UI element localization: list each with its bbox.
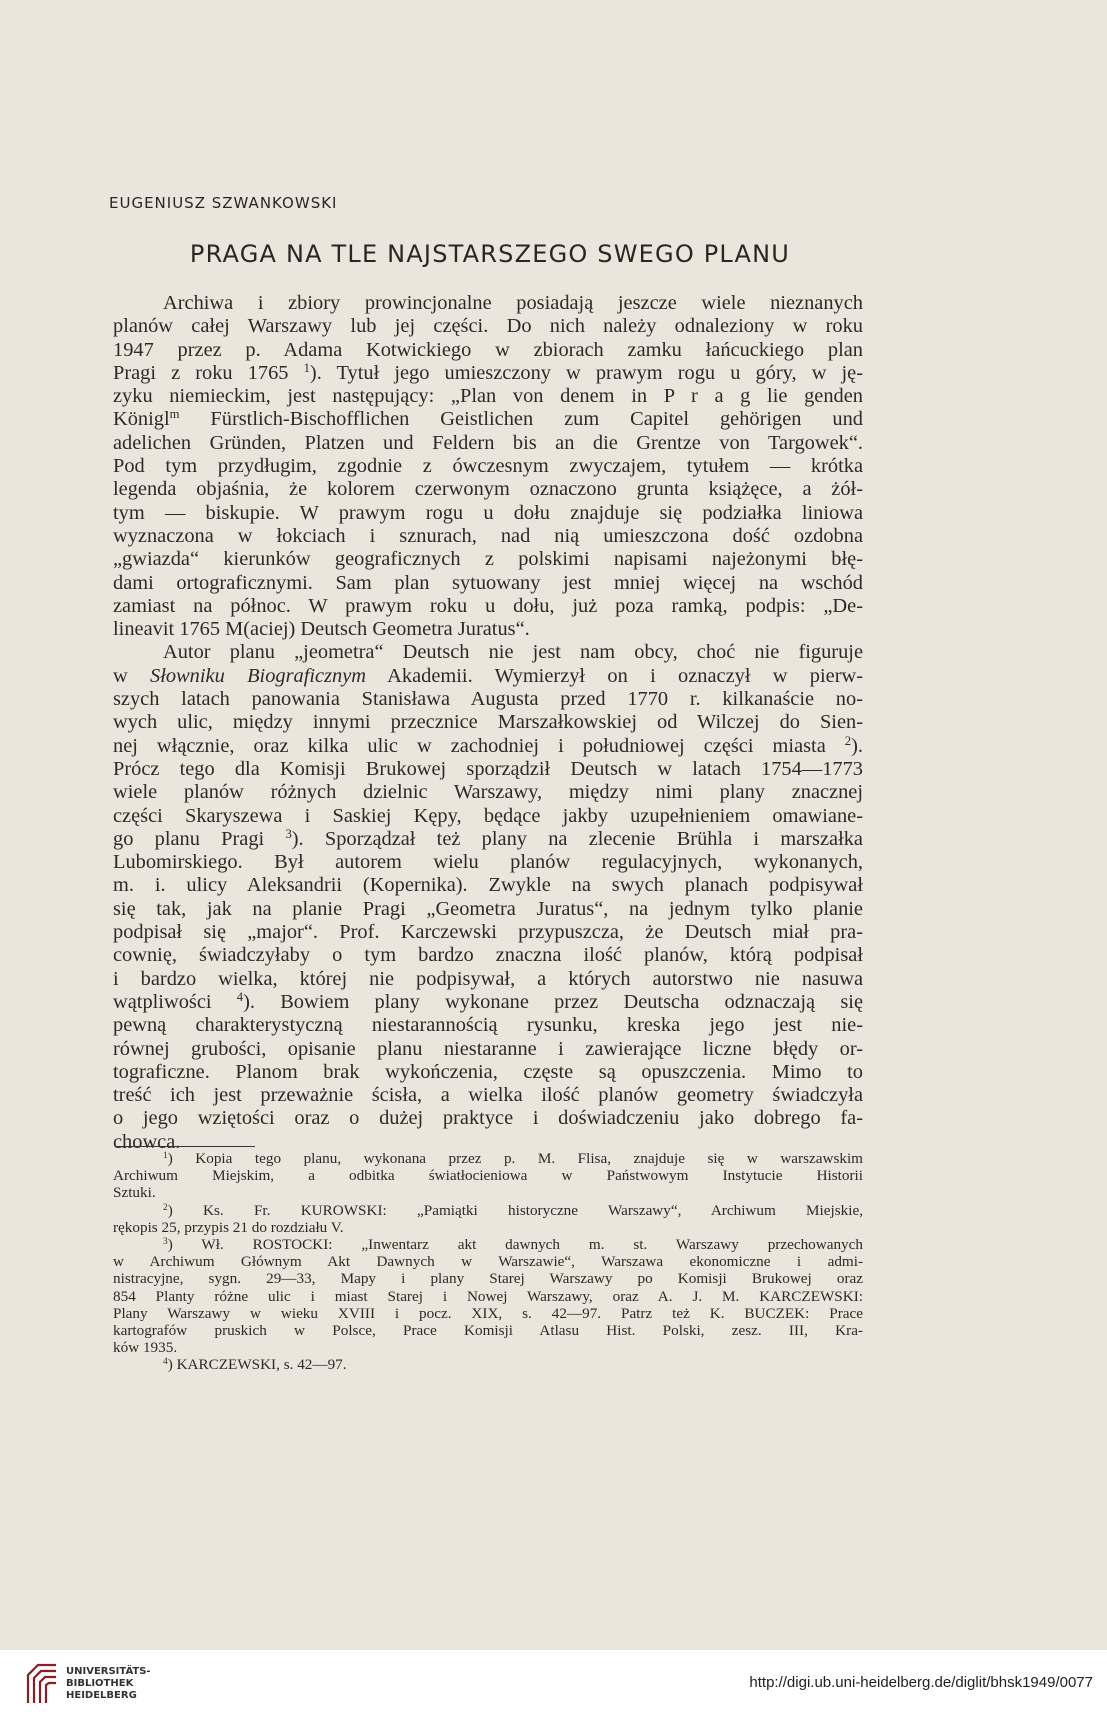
article-body xyxy=(113,292,863,1154)
body-line: „gwiazda“ kierunków geograficznych z polskimi napisami najeżonymi błę- xyxy=(113,548,863,571)
footnote-ref: 1 xyxy=(303,360,310,375)
body-line: Königl$^m$ Fürstlich-Bischofflichen Geistlichen zum Capitel gehörigen und xyxy=(113,407,863,431)
footnote-line: 854 Planty różne ulic i miast Starej i Nowej Warszawy, oraz A. J. M. KARCZEWSKI: xyxy=(113,1287,863,1305)
footnote-line: w Archiwum Głównym Akt Dawnych w Warszawie“, Warszawa ekonomiczne i admi- xyxy=(113,1253,863,1271)
body-line: m. i. ulicy Aleksandrii (Kopernika). Zwykle na swych planach podpisywał xyxy=(113,874,863,897)
library-name: UNIVERSITÄTS- BIBLIOTHEK HEIDELBERG xyxy=(66,1666,151,1701)
body-line: tym — biskupie. W prawym rogu u dołu znajduje się podziałka liniowa xyxy=(113,501,863,524)
body-line: tograficzne. Planom brak wykończenia, częste są opuszczenia. Mimo to xyxy=(113,1060,863,1083)
body-line: Archiwa i zbiory prowincjonalne posiadają jeszcze wiele nieznanych xyxy=(163,292,863,314)
body-line: pewną charakterystyczną niestarannością rysunku, kreska jego jest nie- xyxy=(113,1014,863,1037)
footnote-ref: 3 xyxy=(285,826,292,841)
body-line: chowca. xyxy=(113,1130,181,1153)
footnote-ref: 4 xyxy=(236,989,244,1004)
body-line: Autor planu „jeometra“ Deutsch nie jest nam obcy, choć nie figuruje xyxy=(163,641,863,664)
permalink-url[interactable]: http://digi.ub.uni-heidelberg.de/diglit/bhsk1949/0077 xyxy=(749,1674,1093,1691)
body-line: równej grubości, opisanie planu niestaranne i zawierające liczne błędy or- xyxy=(113,1037,863,1060)
footnote-line: Archiwum Miejskim, a odbitka światłocieniowa w Państwowym Instytucie Historii xyxy=(113,1167,863,1185)
footnote-ref: 2 xyxy=(844,733,852,748)
body-line: lineavit 1765 M(aciej) Deutsch Geometra Juratus“. xyxy=(113,618,530,641)
body-line: zamiast na północ. W prawym roku u dołu, już poza ramką, podpis: „De- xyxy=(113,594,863,617)
footnote-divider xyxy=(115,1146,255,1147)
library-logo-icon xyxy=(24,1663,60,1705)
body-line: nej włącznie, oraz kilka ulic w zachodniej i południowej części miasta $^2$). xyxy=(113,733,863,757)
body-line: szych latach panowania Stanisława Augusta przed 1770 r. kilkanaście no- xyxy=(113,688,863,711)
body-line: cownię, świadczyłaby o tym bardzo znaczna ilość planów, którą podpisał xyxy=(113,944,863,967)
body-line: o jego wziętości oraz o dużej praktyce i doświadczeniu jako dobrego fa- xyxy=(113,1107,863,1130)
body-line: w Słowniku Biograficznym Akademii. Wymierzył on i oznaczył w pierw- xyxy=(113,664,864,687)
body-line: wiele planów różnych dzielnic Warszawy, między nimi plany znacznej xyxy=(113,781,863,804)
body-line: wątpliwości $^4$). Bowiem plany wykonane przez Deutscha odznaczają się xyxy=(113,989,863,1013)
body-line: planów całej Warszawy lub jej części. Do nich należy odnaleziony w roku xyxy=(113,315,863,338)
body-line: podpisał się „major“. Prof. Karczewski przypuszcza, że Deutsch miał pra- xyxy=(113,921,863,944)
article-author: EUGENIUSZ SZWANKOWSKI xyxy=(109,194,338,212)
footnote-line: $^1$) Kopia tego planu, wykonana przez p. M. Flisa, znajduje się w warszawskim xyxy=(163,1150,863,1167)
body-line: Lubomirskiego. Był autorem wielu planów regulacyjnych, wykonanych, xyxy=(113,851,863,874)
footnotes xyxy=(113,1150,863,1374)
body-line: Pod tym przydługim, zgodnie z ówczesnym zwyczajem, tytułem — krótka xyxy=(113,455,863,478)
footnote-line: $^3$) Wł. ROSTOCKI: „Inwentarz akt dawnych m. st. Warszawy przechowanych xyxy=(163,1236,863,1254)
footnote-line: $^2$) Ks. Fr. KUROWSKI: „Pamiątki historyczne Warszawy“, Archiwum Miejskie, xyxy=(163,1201,863,1219)
body-line: zyku niemieckim, jest następujący: „Plan von denem in P r a g lie genden xyxy=(113,385,863,408)
body-line: go planu Pragi $^3$). Sporządzał też plany na zlecenie Brühla i marszałka xyxy=(113,826,863,850)
viewer-footer xyxy=(0,1650,1107,1722)
body-line: dami ortograficznymi. Sam plan sytuowany jest mniej więcej na wschód xyxy=(113,571,863,594)
body-line: Prócz tego dla Komisji Brukowej sporządził Deutsch w latach 1754—1773 xyxy=(113,757,863,780)
body-line: części Skaryszewa i Saskiej Kępy, będące jakby uzupełnieniem omawiane- xyxy=(113,804,863,827)
footnote-line: Plany Warszawy w wieku XVIII i pocz. XIX, s. 42—97. Patrz też K. BUCZEK: Prace xyxy=(113,1304,863,1322)
footnote-line: Sztuki. xyxy=(113,1184,156,1202)
footnote-line: $^4$) KARCZEWSKI, s. 42—97. xyxy=(163,1356,347,1374)
body-line: wyznaczona w łokciach i sznurach, nad nią umieszczona dość ozdobna xyxy=(113,524,863,547)
body-line: wych ulic, między innymi przecznice Marszałkowskiej od Wilczej do Sien- xyxy=(113,711,863,734)
body-line: się tak, jak na planie Pragi „Geometra Juratus“, na jednym tylko planie xyxy=(113,897,863,920)
body-line: adelichen Gründen, Platzen und Feldern bis an die Grentze von Targowek“. xyxy=(113,431,863,454)
body-line: treść ich jest przeważnie ścisła, a wielka ilość planów geometry świadczyła xyxy=(113,1084,863,1107)
footnote-line: ków 1935. xyxy=(113,1339,178,1357)
article-title: PRAGA NA TLE NAJSTARSZEGO SWEGO PLANU xyxy=(189,240,791,268)
body-line: i bardzo wielka, której nie podpisywał, a których autorstwo nie nasuwa xyxy=(113,967,863,990)
footnote-line: rękopis 25, przypis 21 do rozdziału V. xyxy=(113,1218,344,1236)
footnote-line: nistracyjne, sygn. 29—33, Mapy i plany Starej Warszawy po Komisji Brukowej oraz xyxy=(113,1270,863,1288)
body-line: Pragi z roku 1765 $^1$). Tytuł jego umieszczony w prawym rogu u góry, w ję- xyxy=(113,360,864,384)
footnote-line: kartografów pruskich w Polsce, Prace Komisji Atlasu Hist. Polski, zesz. III, Kra- xyxy=(113,1322,863,1340)
body-line: 1947 przez p. Adama Kotwickiego w zbiorach zamku łańcuckiego plan xyxy=(113,338,863,361)
body-line: legenda objaśnia, że kolorem czerwonym oznaczono grunta książęce, a żół- xyxy=(113,478,863,501)
